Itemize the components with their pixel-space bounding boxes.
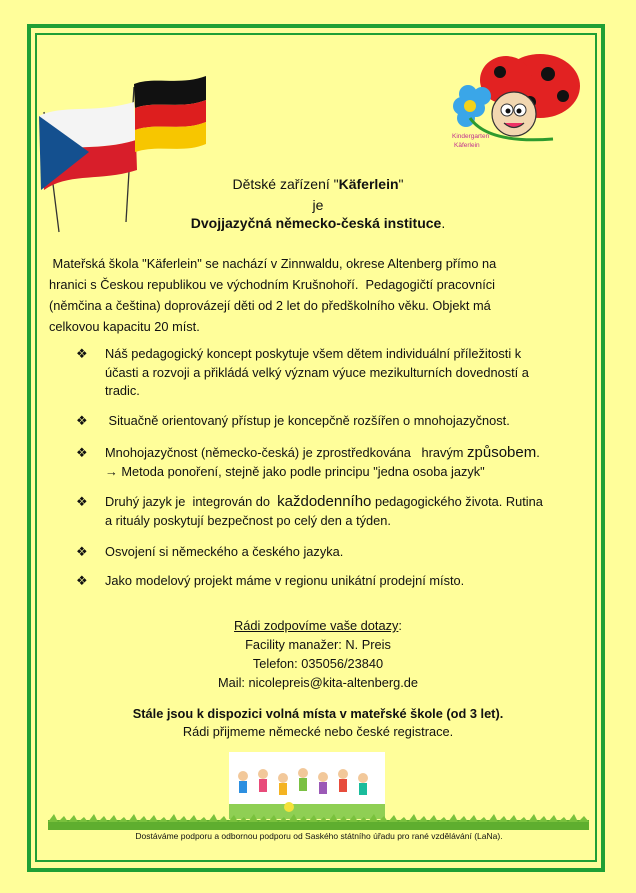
intro-line: Mateřská škola "Käferlein" se nachází v Zinnwaldu, okrese Altenberg přímo na	[49, 256, 497, 271]
bullet-text: Druhý jazyk je integrován do	[105, 494, 278, 509]
bullet-text: Situačně orientovaný přístup je koncepčně rozšířen o mnohojazyčnost.	[105, 413, 510, 428]
diamond-bullet-icon: ❖	[76, 573, 88, 588]
bullet-text: Mnohojazyčnost (německo-česká) je zprostředkována hravým	[105, 445, 468, 460]
list-item	[49, 543, 589, 562]
logo-text-line2: Käferlein	[454, 142, 480, 149]
contact-email: Mail: nicolepreis@kita-altenberg.de	[217, 675, 419, 690]
bullet-text: účasti a rozvoji a přikládá velký význam výuce mezikulturních dovedností a	[105, 364, 529, 380]
bullet-text: pedagogického života. Rutina	[371, 494, 543, 509]
intro-paragraph	[49, 253, 589, 337]
intro-line: hranici s Českou republikou ve východním Krušnohoří. Pedagogičtí pracovníci	[49, 277, 495, 292]
registration-notice: Rádi přijmeme německé nebo české registrace.	[182, 724, 454, 739]
diamond-bullet-icon: ❖	[76, 445, 88, 460]
bullet-text: → Metoda ponoření, stejně jako podle principu "jedna osoba jazyk"	[105, 463, 485, 479]
availability-notice: Stále jsou k dispozici volná místa v mateřské škole (od 3 let).	[132, 706, 504, 721]
title-suffix: "	[398, 176, 404, 192]
title-line-2: je	[312, 197, 324, 213]
bullet-text: a rituály poskytují bezpečnost po celý den a týden.	[105, 512, 391, 528]
grass-divider	[48, 814, 589, 830]
contact-heading-text: Rádi zodpovíme vaše dotazy	[234, 618, 399, 633]
contact-heading-colon: :	[398, 618, 402, 633]
title-name: Käferlein	[338, 176, 399, 192]
bullet-text: Jako modelový projekt máme v regionu unikátní prodejní místo.	[105, 573, 465, 588]
list-item	[49, 493, 589, 530]
footer-note: Dostáváme podporu a odbornou podporu od Saského státního úřadu pro rané vzdělávání (LaNa).	[135, 831, 503, 841]
bullet-text-emphasis: způsobem	[467, 444, 537, 461]
bullet-text: tradic.	[105, 383, 140, 398]
diamond-bullet-icon: ❖	[76, 494, 88, 509]
title-subtitle: Dvojjazyčná německo-česká instituce	[190, 215, 442, 231]
list-item	[49, 345, 589, 401]
list-item	[49, 444, 589, 481]
contact-heading	[150, 618, 486, 633]
bullet-text: .	[536, 445, 540, 460]
children-playing-illustration	[229, 752, 385, 819]
bullet-text-emphasis: každodenního	[277, 493, 372, 510]
bullet-text: Osvojení si německého a českého jazyka.	[105, 544, 344, 559]
logo-text-line1: Kindergarten	[452, 133, 490, 140]
title-line-1	[150, 176, 486, 192]
kindergarten-kaferlein-logo	[448, 44, 583, 164]
title-subtitle-end: .	[441, 215, 446, 231]
contact-manager: Facility manažer: N. Preis	[245, 637, 391, 652]
title-line-3	[150, 215, 486, 231]
bullet-text: Náš pedagogický koncept poskytuje všem dětem individuální příležitosti k	[105, 346, 522, 361]
intro-line: celkovou kapacitu 20 míst.	[49, 319, 200, 334]
diamond-bullet-icon: ❖	[76, 544, 88, 559]
title-prefix: Dětské zařízení "	[232, 176, 339, 192]
intro-line: (němčina a čeština) doprovázejí děti od 2 let do předškolního věku. Objekt má	[49, 298, 491, 313]
czech-flag-icon	[39, 102, 137, 190]
diamond-bullet-icon: ❖	[76, 413, 88, 428]
diamond-bullet-icon: ❖	[76, 346, 88, 361]
german-flag-icon	[134, 76, 206, 152]
contact-phone: Telefon: 035056/23840	[252, 656, 384, 671]
list-item	[49, 572, 589, 591]
list-item	[49, 412, 589, 431]
